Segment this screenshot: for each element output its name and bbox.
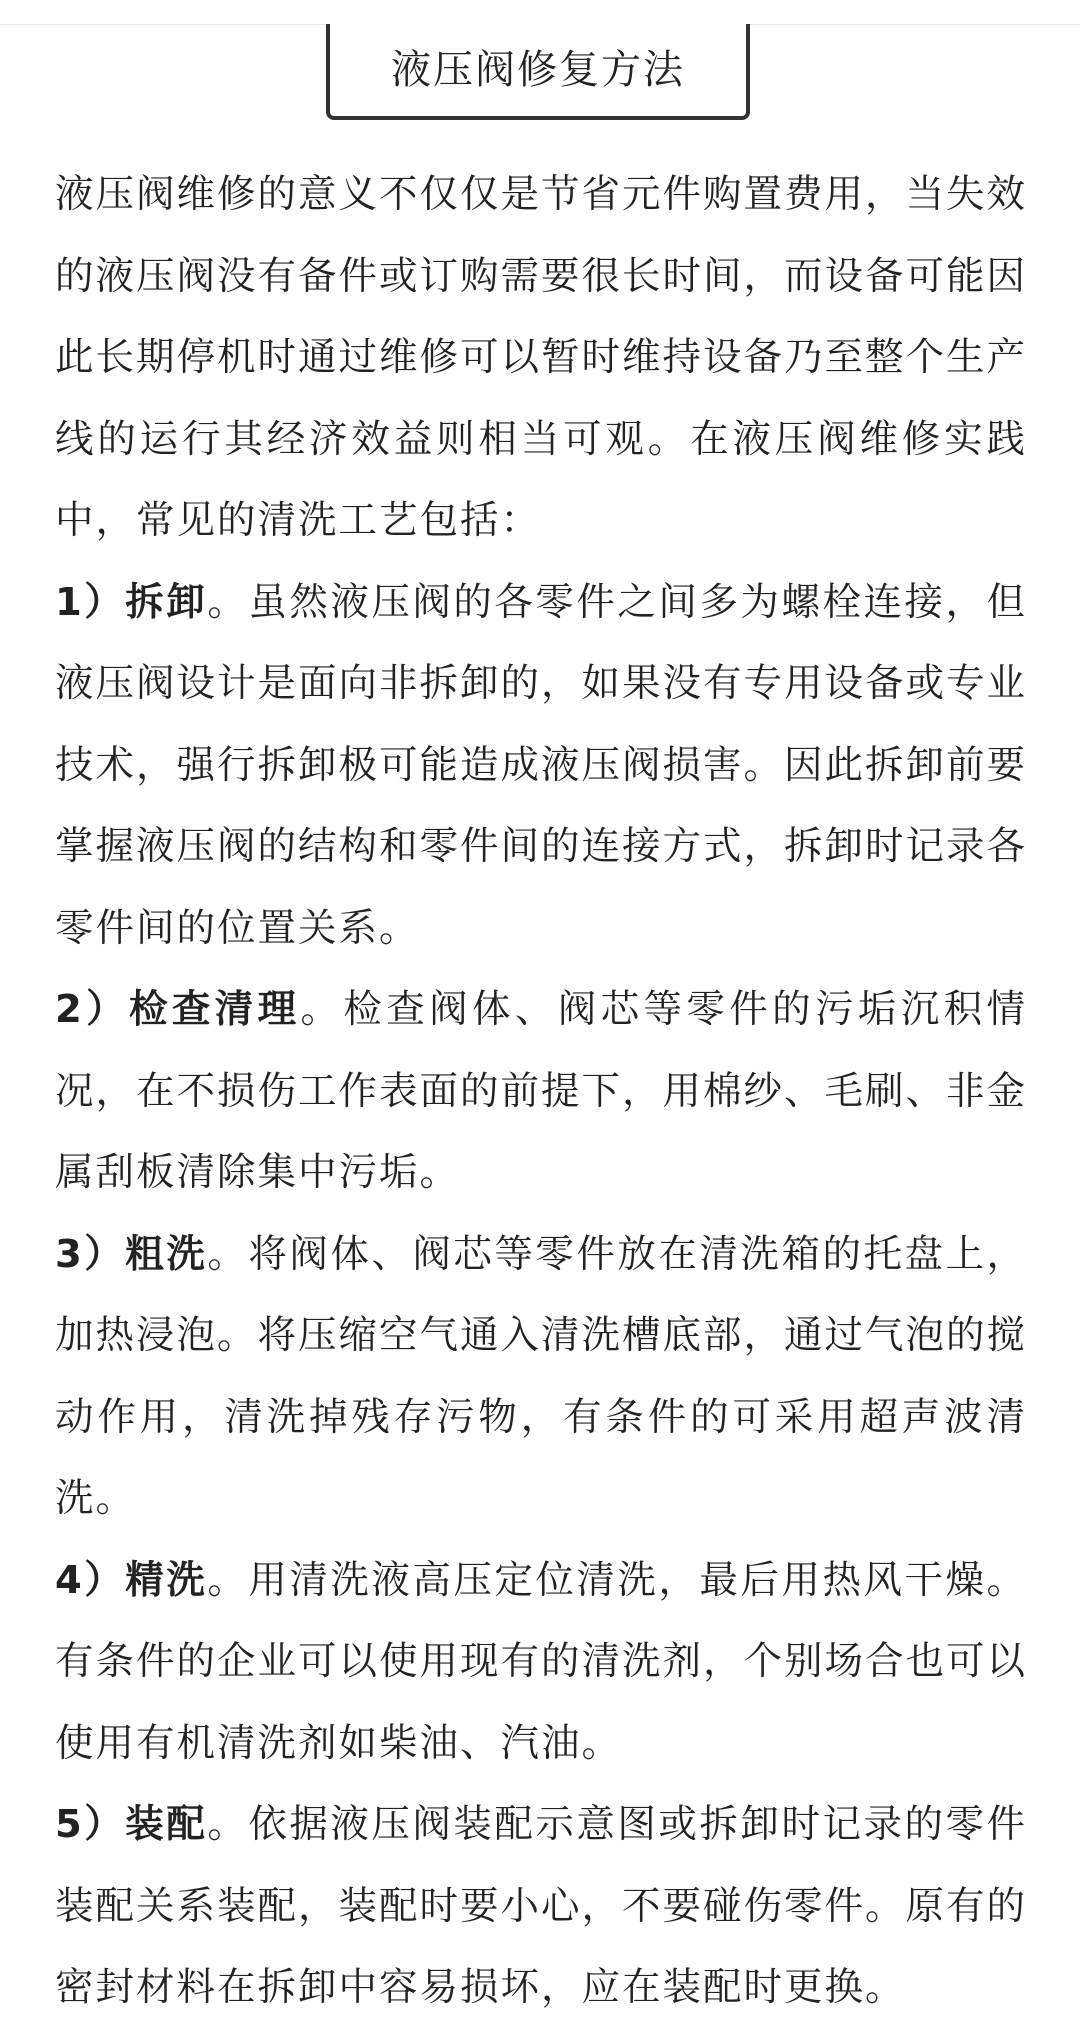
step-paragraph-3 [55, 1214, 1027, 1540]
step-heading: 3）粗洗 [55, 1231, 208, 1277]
title-box [326, 24, 750, 120]
step-heading: 4）精洗 [55, 1557, 208, 1603]
step-paragraph-1 [55, 562, 1027, 970]
step-text: 。虽然液压阀的各零件之间多为螺栓连接，但液压阀设计是面向非拆卸的，如果没有专用设备或专业技术，强行拆卸极可能造成液压阀损害。因此拆卸前要掌握液压阀的结构和零件间的连接方式，拆卸时记录各零件间的位置关系。 [55, 579, 1028, 951]
article-body [55, 154, 1027, 2029]
step-heading: 1）拆卸 [55, 579, 208, 625]
step-text: 。将阀体、阀芯等零件放在清洗箱的托盘上，加热浸泡。将压缩空气通入清洗槽底部，通过气泡的搅动作用，清洗掉残存污物，有条件的可采用超声波清洗。 [55, 1231, 1028, 1521]
step-text: 。检查阀体、阀芯等零件的污垢沉积情况，在不损伤工作表面的前提下，用棉纱、毛刷、非金属刮板清除集中污垢。 [55, 987, 1028, 1195]
step-text: 。依据液压阀装配示意图或拆卸时记录的零件装配关系装配，装配时要小心，不要碰伤零件。原有的密封材料在拆卸中容易损坏，应在装配时更换。 [55, 1802, 1028, 2010]
step-paragraph-4 [55, 1540, 1027, 1785]
page-title: 液压阀修复方法 [391, 46, 685, 93]
step-heading: 5）装配 [55, 1802, 208, 1847]
step-paragraph-5 [55, 1784, 1027, 2029]
intro-paragraph: 液压阀维修的意义不仅仅是节省元件购置费用，当失效的液压阀没有备件或订购需要很长时间，而设备可能因此长期停机时通过维修可以暂时维持设备乃至整个生产线的运行其经济效益则相当可观。在液压阀维修实践中，常见的清洗工艺包括： [55, 172, 1028, 543]
step-paragraph-2 [55, 969, 1027, 1214]
step-heading: 2）检查清理 [55, 987, 301, 1032]
step-text: 。用清洗液高压定位清洗，最后用热风干燥。有条件的企业可以使用现有的清洗剂，个别场合也可以使用有机清洗剂如柴油、汽油。 [55, 1557, 1028, 1766]
